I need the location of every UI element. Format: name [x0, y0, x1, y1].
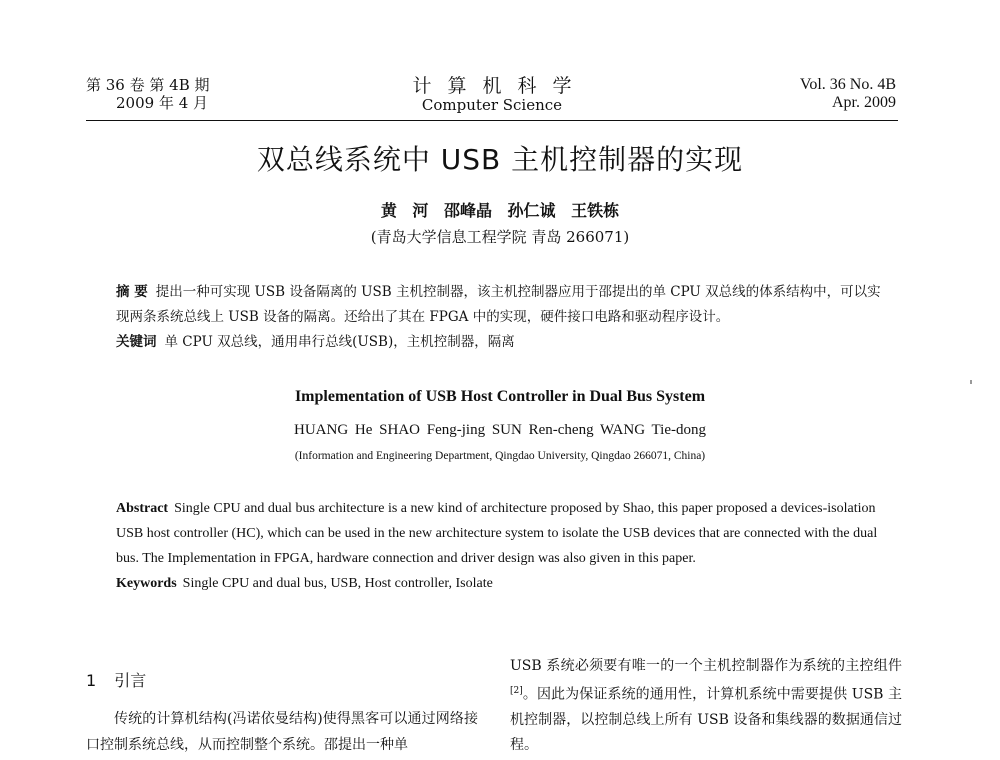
keywords-en — [116, 571, 886, 596]
abstract-cn — [116, 280, 886, 355]
body-right-column — [510, 654, 902, 758]
volume-issue: 第 36 卷 第 4B 期 — [86, 76, 210, 94]
paper-title-en: Implementation of USB Host Controller in Dual Bus System — [294, 388, 706, 405]
keywords-cn-label: 关键词 — [116, 334, 157, 350]
keywords-cn-text: 单 CPU 双总线，通用串行总线(USB)，主机控制器，隔离 — [164, 334, 515, 350]
scan-mark — [970, 380, 972, 384]
keywords-en-label: Keywords — [116, 576, 177, 591]
affiliation-cn: (青岛大学信息工程学院 青岛 266071) — [370, 228, 630, 246]
authors-en: HUANG He SHAO Feng-jing SUN Ren-cheng WANG Tie-dong — [294, 422, 706, 438]
paper-title-cn: 双总线系统中 USB 主机控制器的实现 — [256, 143, 744, 176]
abstract-cn-paragraph — [116, 280, 886, 330]
section-heading — [86, 668, 146, 691]
body-right-text-a: USB 系统必须要有唯一的一个主机控制器作为系统的主控组件 — [510, 658, 902, 674]
body-right-text-b: 。因此为保证系统的通用性，计算机系统中需要提供 USB 主机控制器，以控制总线上所有 USB 设备和集线器的数据通信过程。 — [510, 686, 902, 753]
citation-ref: [2] — [510, 686, 523, 696]
section-number: 1 — [86, 671, 97, 690]
abstract-en-paragraph — [116, 496, 886, 571]
affiliation-en: (Information and Engineering Department, Qingdao University, Qingdao 266071, China) — [294, 450, 706, 462]
abstract-cn-label: 摘 要 — [116, 284, 148, 300]
journal-name — [86, 76, 898, 114]
journal-header — [86, 76, 898, 121]
keywords-en-text: Single CPU and dual bus, USB, Host controller, Isolate — [182, 576, 493, 591]
issue-date-cn: 2009 年 4 月 — [116, 94, 209, 112]
abstract-en-label: Abstract — [116, 501, 169, 516]
journal-name-cn: 计算机科学 — [412, 75, 588, 97]
section-title: 引言 — [114, 671, 147, 690]
abstract-en-text: Single CPU and dual bus architecture is a new kind of architecture proposed by Shao, this paper proposed a devices-isolation USB host controller (HC), which can be used in the new architecture system to isolate the USB devices that are connected with the dual bus. The Implementation in FPGA, hardware connection and driver design was also given in this paper. — [116, 501, 878, 566]
keywords-cn — [116, 330, 886, 355]
journal-name-en: Computer Science — [421, 96, 563, 114]
issue-info-en — [800, 76, 896, 112]
abstract-en — [116, 496, 886, 596]
body-left-column: 传统的计算机结构(冯诺依曼结构)使得黑客可以通过网络接口控制系统总线，从而控制整个系统。邵提出一种单 — [86, 711, 478, 753]
issue-date-en: Apr. 2009 — [832, 94, 896, 111]
authors-cn: 黄 河 邵峰晶 孙仁诚 王铁栋 — [380, 201, 620, 220]
volume-issue-en: Vol. 36 No. 4B — [799, 76, 896, 93]
abstract-cn-text: 提出一种可实现 USB 设备隔离的 USB 主机控制器，该主机控制器应用于邵提出的单 CPU 双总线的体系结构中，可以实现两条系统总线上 USB 设备的隔离。还给出了其在 FPGA 中的实现，硬件接口电路和驱动程序设计。 — [116, 284, 881, 325]
